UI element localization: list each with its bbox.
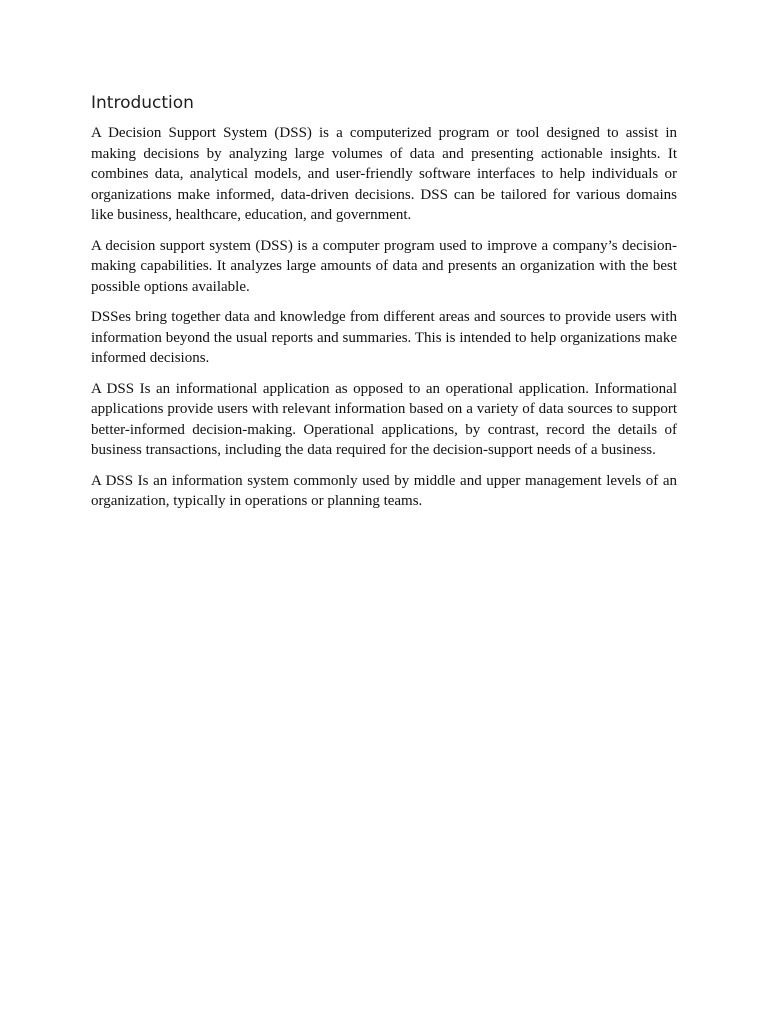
paragraph: A decision support system (DSS) is a computer program used to improve a company’s decision-making capabilities. It analyzes large amounts of data and presents an organization with the best possible options available. — [91, 237, 677, 295]
document-body — [91, 92, 677, 522]
paragraph: DSSes bring together data and knowledge from different areas and sources to provide users with information beyond the usual reports and summaries. This is intended to help organizations make informed decisions. — [91, 309, 677, 366]
paragraph: A Decision Support System (DSS) is a computerized program or tool designed to assist in making decisions by analyzing large volumes of data and presenting actionable insights. It combines data, analytical models, and user-friendly software interfaces to help individuals or organizations make informed, data-driven decisions. DSS can be tailored for various domains like business, healthcare, education, and government. — [91, 125, 677, 223]
paragraph: A DSS Is an informational application as opposed to an operational application. Informational applications provide users with relevant information based on a variety of data sources to support better-informed decision-making. Operational applications, by contrast, record the details of business transactions, including the data required for the decision-support needs of a business. — [91, 380, 677, 458]
section-heading: Introduction — [91, 93, 194, 113]
paragraph: A DSS Is an information system commonly used by middle and upper management levels of an organization, typically in operations or planning teams. — [91, 472, 677, 509]
